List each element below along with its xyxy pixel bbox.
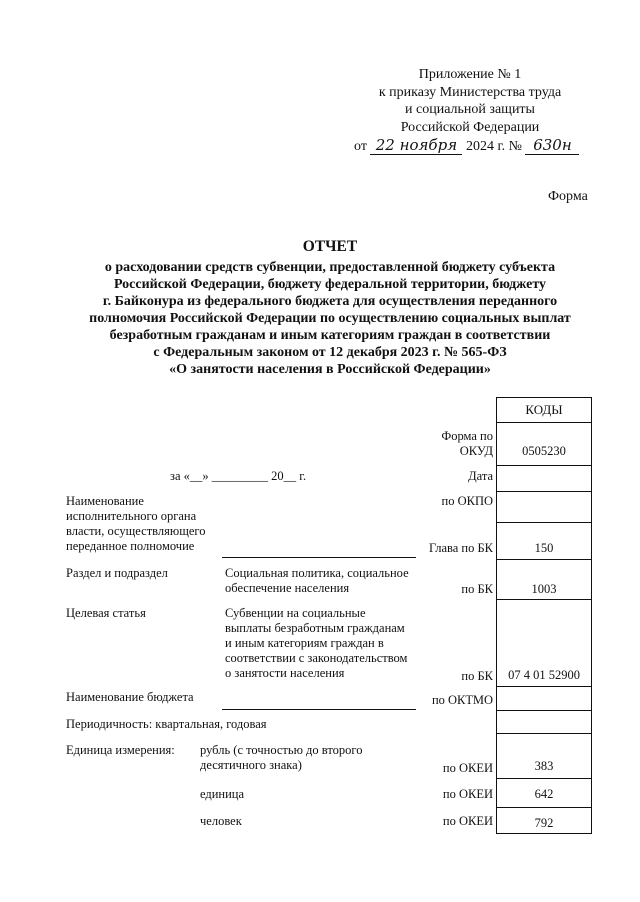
form-label: Форма <box>548 189 588 204</box>
unit-label: Единица измерения: <box>66 743 175 757</box>
period-month: _________ <box>211 469 268 483</box>
subtitle-line: с Федеральным законом от 12 декабря 2023 г. № 565-ФЗ <box>153 345 507 360</box>
report-period-line <box>170 469 306 484</box>
annex-date-line <box>354 136 579 155</box>
section-value: Социальная политика, социальное обеспечение населения <box>225 566 409 595</box>
date-code <box>496 465 592 492</box>
authority-value-line <box>222 557 416 558</box>
subtitle-line: безработным гражданам и иным категориям граждан в соответствии <box>109 328 551 343</box>
periodicity-text: Периодичность: квартальная, годовая <box>66 717 267 731</box>
subtitle-line: «О занятости населения в Российской Федерации» <box>169 362 491 377</box>
okei-rub-label: по ОКЕИ <box>442 761 493 775</box>
glava-code: 150 <box>496 522 592 560</box>
subtitle-line: полномочия Российской Федерации по осуществлению социальных выплат <box>89 311 571 326</box>
oktmo-label: по ОКТМО <box>431 693 493 707</box>
annex-title: Приложение № 1 <box>418 67 522 82</box>
okei-unit-code: 642 <box>496 778 592 808</box>
authority-label: Наименование исполнительного органа власти, осуществляющего переданное полномочие <box>66 494 206 553</box>
okei-person-code: 792 <box>496 807 592 834</box>
year-number-text: 2024 г. № <box>465 139 522 154</box>
okpo-label: по ОКПО <box>441 494 493 508</box>
date-prefix: от <box>354 139 367 154</box>
bk-target-label: по БК <box>461 669 493 683</box>
okei-rub-code: 383 <box>496 733 592 779</box>
annex-ministry-line: и социальной защиты <box>405 102 535 117</box>
handwritten-date: 22 ноября <box>370 136 462 155</box>
report-title: ОТЧЕТ <box>302 238 358 255</box>
unit-person: человек <box>200 814 242 828</box>
okpo-code <box>496 491 592 523</box>
annex-block <box>340 66 600 136</box>
codes-header: КОДЫ <box>496 397 592 423</box>
handwritten-order-number: 630н <box>525 136 579 155</box>
okei-unit-label: по ОКЕИ <box>442 787 493 801</box>
target-label: Целевая статья <box>66 606 146 620</box>
period-day: за «__» <box>170 469 209 483</box>
unit-piece: единица <box>200 787 245 801</box>
date-label: Дата <box>468 469 493 483</box>
annex-country-line: Российской Федерации <box>400 119 540 135</box>
bk-section-code: 1003 <box>496 559 592 600</box>
okei-person-label: по ОКЕИ <box>442 814 493 828</box>
period-year: 20__ г. <box>271 469 307 483</box>
bk-target-code: 07 4 01 52900 <box>496 599 592 687</box>
subtitle-line: Российской Федерации, бюджету федеральной территории, бюджету <box>113 277 547 292</box>
oktmo-code <box>496 686 592 711</box>
annex-order-line: к приказу Министерства труда <box>378 84 562 100</box>
bk-section-label: по БК <box>461 582 493 596</box>
okud-code: 0505230 <box>496 422 592 466</box>
subtitle-line: о расходовании средств субвенции, предоставленной бюджету субъекта <box>104 260 556 275</box>
subtitle-line: г. Байконура из федерального бюджета для осуществления переданного <box>102 294 558 309</box>
section-label: Раздел и подраздел <box>66 566 168 580</box>
report-subtitle <box>20 259 640 378</box>
glava-label: Глава по БК <box>428 541 493 555</box>
unit-rub: рубль (с точностью до второго десятичного знака) <box>200 743 363 772</box>
periodicity-code <box>496 710 592 734</box>
target-value: Субвенции на социальные выплаты безработным гражданам и иным категориям граждан в соответствии с законодательством о занятости населения <box>225 606 408 680</box>
budget-label: Наименование бюджета <box>66 690 194 704</box>
okud-label: Форма по ОКУД <box>441 429 493 458</box>
budget-value-line <box>222 709 416 710</box>
